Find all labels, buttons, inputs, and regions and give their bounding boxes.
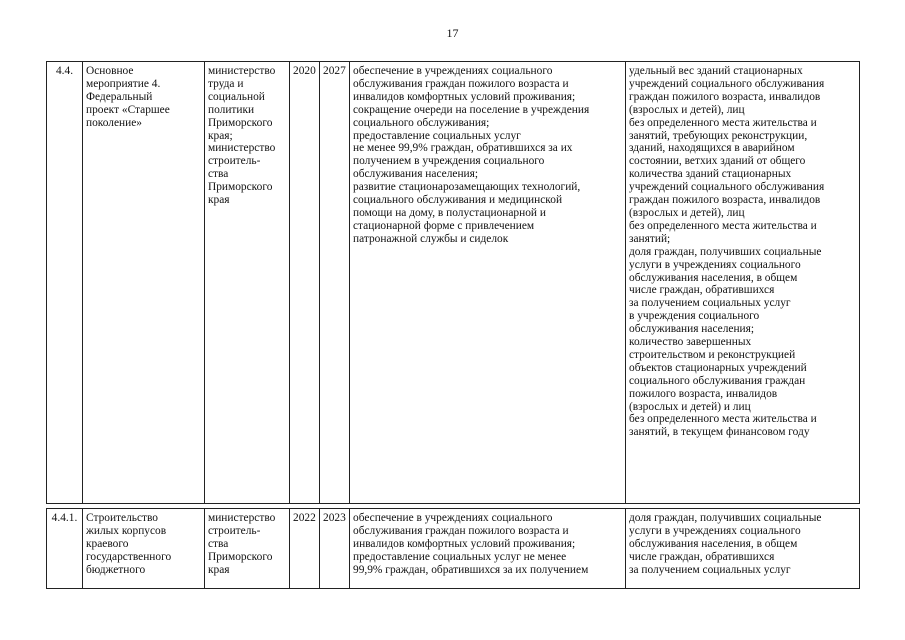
program-table (46, 61, 860, 589)
page-number: 17 (446, 26, 459, 40)
start-year: 2020 (290, 62, 320, 504)
end-year: 2023 (320, 509, 350, 589)
row-number: 4.4. (47, 62, 83, 504)
executor-cell: министерство труда и социальной политики Приморского края; министерство строитель- ства Приморского края (205, 62, 290, 504)
row-number: 4.4.1. (47, 509, 83, 589)
indicator-cell: доля граждан, получивших социальные услуги в учреждениях социального обслуживания населения, в общем числе граждан, обратившихся за получением социальных услуг (626, 509, 860, 589)
start-year: 2022 (290, 509, 320, 589)
expected-result: обеспечение в учреждениях социального обслуживания граждан пожилого возраста и инвалидов комфортных условий проживания; сокращение очереди на поселение в учреждения социального обслуживания; предоставление социальных услуг не менее 99,9% граждан, обратившихся за их получением в учреждения социального обслуживания населения; развитие стационарозамещающих технологий, социального обслуживания и медицинской помощи на дому, в полустационарной и стационарной форме с привлечением патронажной службы и сиделок (350, 62, 626, 504)
table-row (47, 509, 860, 589)
table-row (47, 62, 860, 504)
indicator-cell: удельный вес зданий стационарных учреждений социального обслуживания граждан пожилого возраста, инвалидов (взрослых и детей), лиц без определенного места жительства и занятий, требующих реконструкции, зданий, находящихся в аварийном состоянии, ветхих зданий от общего количества зданий стационарных учреждений социального обслуживания граждан пожилого возраста, инвалидов (взрослых и детей), лиц без определенного места жительства и занятий; доля граждан, получивших социальные услуги в учреждениях социального обслуживания населения, в общем числе граждан, обратившихся за получением социальных услуг в учреждения социального обслуживания населения; количество завершенных строительством и реконструкцией объектов стационарных учреждений социального обслуживания граждан пожилого возраста, инвалидов (взрослых и детей) и лиц без определенного места жительства и занятий, в текущем финансовом году (626, 62, 860, 504)
executor-cell: министерство строитель- ства Приморского края (205, 509, 290, 589)
end-year: 2027 (320, 62, 350, 504)
activity-name: Строительство жилых корпусов краевого государственного бюджетного (83, 509, 205, 589)
expected-result: обеспечение в учреждениях социального обслуживания граждан пожилого возраста и инвалидов комфортных условий проживания; предоставление социальных услуг не менее 99,9% граждан, обратившихся за их получением (350, 509, 626, 589)
activity-name: Основное мероприятие 4. Федеральный проект «Старшее поколение» (83, 62, 205, 504)
